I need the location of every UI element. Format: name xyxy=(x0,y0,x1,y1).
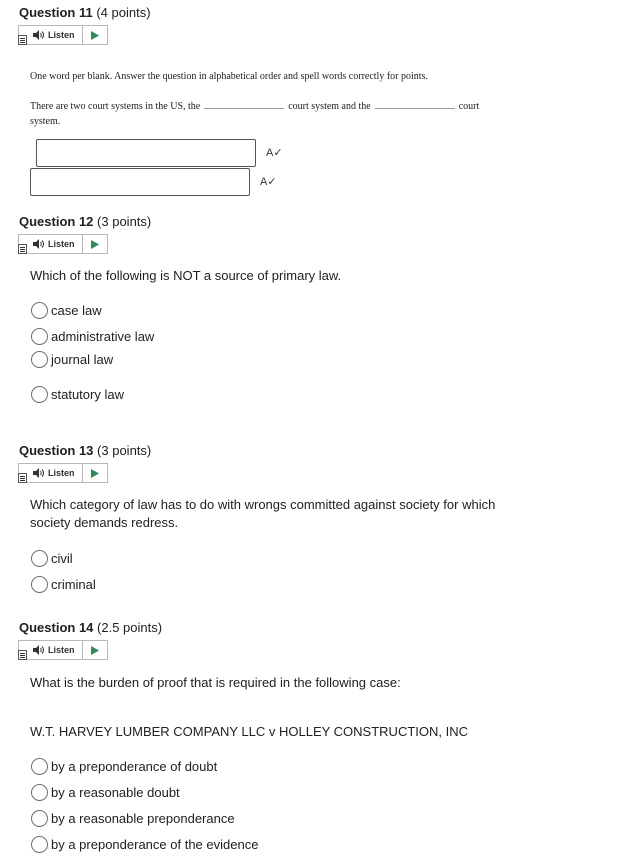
q14-listen-widget xyxy=(18,640,108,660)
play-icon xyxy=(91,646,99,655)
q11-blank-1 xyxy=(204,100,284,109)
q14-radio[interactable] xyxy=(31,784,48,801)
q12-option[interactable] xyxy=(31,302,102,319)
q14-option[interactable] xyxy=(31,784,180,801)
q13-option[interactable] xyxy=(31,576,96,593)
play-icon xyxy=(91,240,99,249)
readspeaker-menu-icon[interactable] xyxy=(18,244,27,254)
q11-listen-widget xyxy=(18,25,108,45)
q11-sentence-part1: There are two court systems in the US, the xyxy=(30,101,201,112)
q12-radio[interactable] xyxy=(31,328,48,345)
q12-option[interactable] xyxy=(31,328,154,345)
q12-number: Question 12 xyxy=(19,214,94,229)
speaker-icon xyxy=(33,239,44,249)
q12-listen-label: Listen xyxy=(48,239,75,249)
q11-answer-input-1[interactable] xyxy=(36,139,256,167)
q13-option[interactable] xyxy=(31,550,73,567)
q11-answer-input-2[interactable] xyxy=(30,168,250,196)
q12-listen-widget xyxy=(18,234,108,254)
q12-play-button[interactable] xyxy=(83,235,107,253)
q11-sentence-part2: court system and the xyxy=(288,101,371,112)
q12-radio[interactable] xyxy=(31,351,48,368)
q14-radio[interactable] xyxy=(31,810,48,827)
speaker-icon xyxy=(33,30,44,40)
q11-title xyxy=(19,5,151,20)
q12-option[interactable] xyxy=(31,386,124,403)
q13-prompt: Which category of law has to do with wrongs committed against society for which society demands redress. xyxy=(30,497,496,530)
q14-title xyxy=(19,620,162,635)
q12-radio[interactable] xyxy=(31,386,48,403)
q13-option-label: civil xyxy=(51,551,73,566)
speaker-icon xyxy=(33,645,44,655)
readspeaker-menu-icon[interactable] xyxy=(18,473,27,483)
q14-points: (2.5 points) xyxy=(97,620,163,635)
play-icon xyxy=(91,31,99,40)
q13-points: (3 points) xyxy=(97,443,152,458)
q14-option-label: by a reasonable preponderance xyxy=(51,811,235,826)
q13-listen-widget xyxy=(18,463,108,483)
q14-listen-label: Listen xyxy=(48,645,75,655)
q13-title xyxy=(19,443,151,458)
q11-play-button[interactable] xyxy=(83,26,107,44)
q14-option[interactable] xyxy=(31,810,235,827)
q11-sentence xyxy=(30,99,520,129)
q14-option-label: by a preponderance of the evidence xyxy=(51,837,259,852)
q12-option-label: statutory law xyxy=(51,387,124,402)
q12-radio[interactable] xyxy=(31,302,48,319)
q13-number: Question 13 xyxy=(19,443,94,458)
q11-points: (4 points) xyxy=(96,5,151,20)
q12-option-label: case law xyxy=(51,303,102,318)
readspeaker-menu-icon[interactable] xyxy=(18,35,27,45)
q14-number: Question 14 xyxy=(19,620,94,635)
speaker-icon xyxy=(33,468,44,478)
q14-radio[interactable] xyxy=(31,758,48,775)
q12-prompt: Which of the following is NOT a source of primary law. xyxy=(30,268,342,283)
q14-listen-button[interactable] xyxy=(19,641,83,659)
q11-instructions: One word per blank. Answer the question in alphabetical order and spell words correctly for points. xyxy=(30,71,428,82)
q11-blank-2 xyxy=(375,100,455,109)
q14-option[interactable] xyxy=(31,836,258,853)
q12-option-label: journal law xyxy=(51,352,114,367)
q14-prompt: What is the burden of proof that is required in the following case: xyxy=(30,675,401,690)
q14-option[interactable] xyxy=(31,758,217,775)
q13-play-button[interactable] xyxy=(83,464,107,482)
q12-option-label: administrative law xyxy=(51,329,155,344)
q14-option-label: by a preponderance of doubt xyxy=(51,759,218,774)
q14-radio[interactable] xyxy=(31,836,48,853)
q12-listen-button[interactable] xyxy=(19,235,83,253)
q11-sentence-part4: system. xyxy=(30,116,61,127)
q11-number: Question 11 xyxy=(19,5,93,20)
q11-listen-button[interactable] xyxy=(19,26,83,44)
q13-listen-label: Listen xyxy=(48,468,75,478)
q13-radio[interactable] xyxy=(31,576,48,593)
q13-listen-button[interactable] xyxy=(19,464,83,482)
q12-option[interactable] xyxy=(31,351,113,368)
q11-sentence-part3: court xyxy=(458,101,480,112)
q14-case-name: W.T. HARVEY LUMBER COMPANY LLC v HOLLEY CONSTRUCTION, INC xyxy=(30,724,469,739)
play-icon xyxy=(91,469,99,478)
q13-radio[interactable] xyxy=(31,550,48,567)
q14-play-button[interactable] xyxy=(83,641,107,659)
q12-title xyxy=(19,214,151,229)
q14-option-label: by a reasonable doubt xyxy=(51,785,180,800)
readspeaker-menu-icon[interactable] xyxy=(18,650,27,660)
q12-points: (3 points) xyxy=(97,214,152,229)
spellcheck-icon[interactable]: A✓ xyxy=(266,147,283,159)
q13-option-label: criminal xyxy=(51,577,96,592)
q11-listen-label: Listen xyxy=(48,30,75,40)
spellcheck-icon[interactable]: A✓ xyxy=(260,176,277,188)
